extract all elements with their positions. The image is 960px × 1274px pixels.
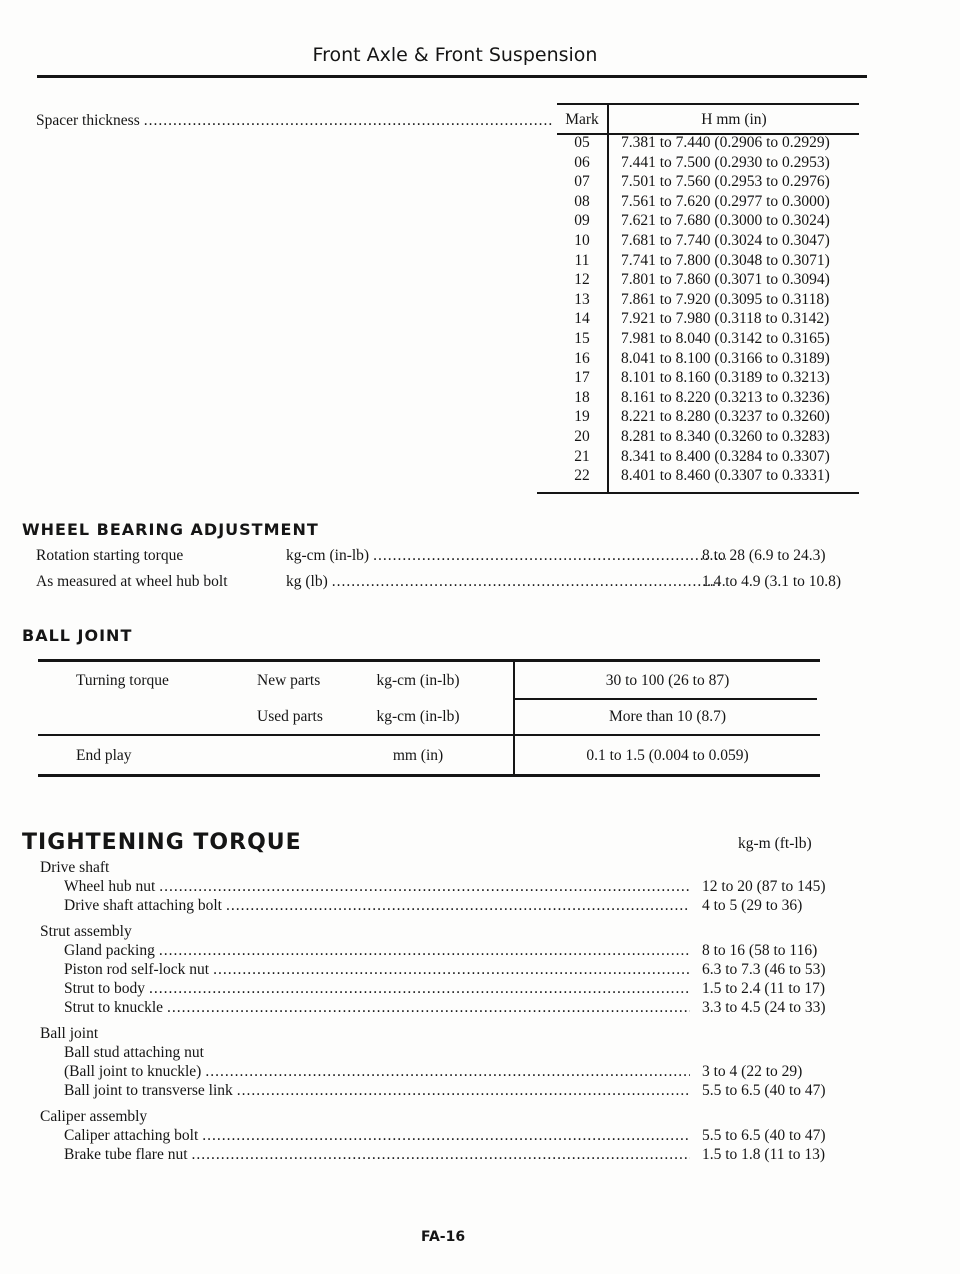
spacer-table-row <box>537 290 859 310</box>
spacer-table-row <box>537 231 859 251</box>
new-parts-value: 30 to 100 (26 to 87) <box>605 672 730 689</box>
spacer-h-cell: 7.681 to 7.740 (0.3024 to 0.3047) <box>621 231 830 249</box>
torque-item-label: Piston rod self-lock nut <box>64 961 210 978</box>
spacer-table-row <box>537 388 859 408</box>
spacer-h-cell: 7.501 to 7.560 (0.2953 to 0.2976) <box>621 173 830 191</box>
torque-item-label: Wheel hub nut <box>64 878 156 895</box>
new-parts-unit: kg-cm (in-lb) <box>376 672 460 689</box>
wheel-bearing-unit: kg-cm (in-lb) <box>286 547 370 564</box>
torque-item-value: 1.5 to 1.8 (11 to 13) <box>702 1146 825 1163</box>
spacer-h-cell: 7.921 to 7.980 (0.3118 to 0.3142) <box>621 310 830 328</box>
end-play-label: End play <box>76 747 132 764</box>
torque-item-label: Gland packing <box>64 942 155 959</box>
ball-joint-top-rule <box>38 659 820 662</box>
torque-item <box>40 1145 840 1164</box>
spacer-mark-cell: 06 <box>574 153 590 171</box>
end-play-value: 0.1 to 1.5 (0.004 to 0.059) <box>586 747 749 764</box>
spacer-h-cell: 8.401 to 8.460 (0.3307 to 0.3331) <box>621 467 830 485</box>
used-parts-value: More than 10 (8.7) <box>608 708 727 725</box>
spacer-thickness-label: Spacer thickness <box>36 112 140 129</box>
spacer-h-cell: 7.441 to 7.500 (0.2930 to 0.2953) <box>621 153 830 171</box>
spacer-table-body <box>537 133 859 486</box>
wheel-bearing-value: 1.4 to 4.9 (3.1 to 10.8) <box>702 573 842 590</box>
spacer-mark-cell: 22 <box>574 467 590 485</box>
torque-item <box>40 960 840 979</box>
spacer-table-row <box>537 368 859 388</box>
spacer-h-cell: 7.801 to 7.860 (0.3071 to 0.3094) <box>621 271 830 289</box>
torque-item <box>40 1081 840 1100</box>
torque-item-value: 3 to 4 (22 to 29) <box>702 1063 803 1080</box>
torque-group <box>40 922 840 1017</box>
spacer-mark-cell: 10 <box>574 231 590 249</box>
spacer-mark-cell: 13 <box>574 290 590 308</box>
torque-item-label: Drive shaft attaching bolt <box>64 897 222 914</box>
ball-joint-bottom-rule <box>38 774 820 777</box>
spacer-col-h-header: H mm (in) <box>701 111 767 128</box>
tightening-torque-list <box>40 858 840 1171</box>
spacer-table-row <box>537 427 859 447</box>
spacer-h-cell: 8.101 to 8.160 (0.3189 to 0.3213) <box>621 369 830 387</box>
spacer-table-row <box>537 309 859 329</box>
new-parts-rule <box>515 698 817 700</box>
spacer-mark-cell: 20 <box>574 427 590 445</box>
torque-item <box>40 1043 840 1062</box>
torque-item-label: Caliper attaching bolt <box>64 1127 199 1144</box>
torque-item-value: 6.3 to 7.3 (46 to 53) <box>702 961 826 978</box>
torque-item-label: Ball stud attaching nut <box>64 1044 204 1061</box>
torque-item-label: Strut to knuckle <box>64 999 164 1016</box>
torque-item-label: Strut to body <box>64 980 145 997</box>
spacer-table-row <box>537 153 859 173</box>
torque-item <box>40 979 840 998</box>
spacer-h-cell: 8.341 to 8.400 (0.3284 to 0.3307) <box>621 447 830 465</box>
spacer-table-row <box>537 447 859 467</box>
used-parts-label: Used parts <box>257 708 323 725</box>
header-rule <box>37 75 867 78</box>
spacer-h-cell: 7.561 to 7.620 (0.2977 to 0.3000) <box>621 192 830 210</box>
spacer-mark-cell: 08 <box>574 192 590 210</box>
ball-joint-heading: BALL JOINT <box>22 626 133 645</box>
wheel-bearing-row <box>36 547 856 573</box>
spacer-h-cell: 7.381 to 7.440 (0.2906 to 0.2929) <box>621 134 830 151</box>
wheel-bearing-label: As measured at wheel hub bolt <box>36 573 228 590</box>
spacer-table-top-rule <box>557 103 859 105</box>
torque-group <box>40 1107 840 1164</box>
page-number: FA-16 <box>421 1229 466 1245</box>
spacer-mark-cell: 07 <box>574 173 590 191</box>
torque-item <box>40 1126 840 1145</box>
spacer-table-row <box>537 192 859 212</box>
end-play-unit: mm (in) <box>392 747 444 764</box>
spacer-mark-cell: 05 <box>574 134 590 151</box>
torque-item <box>40 896 840 915</box>
tightening-torque-heading: TIGHTENING TORQUE <box>22 830 302 855</box>
tightening-torque-unit: kg-m (ft-lb) <box>738 835 812 852</box>
torque-group <box>40 858 840 915</box>
wheel-bearing-label: Rotation starting torque <box>36 547 184 564</box>
torque-item-value: 8 to 16 (58 to 116) <box>702 942 818 959</box>
torque-item-value: 5.5 to 6.5 (40 to 47) <box>702 1082 826 1099</box>
used-parts-unit: kg-cm (in-lb) <box>376 708 460 725</box>
spacer-h-cell: 7.621 to 7.680 (0.3000 to 0.3024) <box>621 212 830 230</box>
torque-group-title: Strut assembly <box>40 923 132 940</box>
torque-item <box>40 877 840 896</box>
new-parts-label: New parts <box>257 672 321 689</box>
wheel-bearing-row <box>36 573 856 599</box>
wheel-bearing-list <box>36 547 856 599</box>
spacer-table-row <box>537 407 859 427</box>
spacer-h-cell: 8.281 to 8.340 (0.3260 to 0.3283) <box>621 427 830 445</box>
wheel-bearing-value: 8 to 28 (6.9 to 24.3) <box>702 547 826 564</box>
wheel-bearing-unit: kg (lb) <box>286 573 328 590</box>
torque-group-title: Ball joint <box>40 1025 99 1042</box>
torque-group-title: Caliper assembly <box>40 1108 148 1125</box>
spacer-table-row <box>537 172 859 192</box>
spacer-mark-cell: 15 <box>574 329 590 347</box>
turning-torque-label: Turning torque <box>76 672 169 689</box>
torque-item-value: 4 to 5 (29 to 36) <box>702 897 803 914</box>
torque-item <box>40 998 840 1017</box>
spacer-h-cell: 8.161 to 8.220 (0.3213 to 0.3236) <box>621 388 830 406</box>
spacer-h-cell: 7.861 to 7.920 (0.3095 to 0.3118) <box>621 290 830 308</box>
torque-group-title: Drive shaft <box>40 859 110 876</box>
spacer-table-row <box>537 211 859 231</box>
used-parts-rule <box>38 734 820 736</box>
spacer-mark-cell: 19 <box>574 408 590 426</box>
spacer-table-row <box>537 270 859 290</box>
wheel-bearing-heading: WHEEL BEARING ADJUSTMENT <box>22 520 319 539</box>
spacer-mark-cell: 18 <box>574 388 590 406</box>
spacer-mark-cell: 17 <box>574 369 590 387</box>
spacer-table-row <box>537 349 859 369</box>
spacer-table-row <box>537 466 859 486</box>
torque-item-label: (Ball joint to knuckle) <box>64 1063 202 1080</box>
page-header-title: Front Axle & Front Suspension <box>312 44 598 66</box>
torque-group <box>40 1024 840 1100</box>
torque-item-value: 5.5 to 6.5 (40 to 47) <box>702 1127 826 1144</box>
ball-joint-table <box>38 659 820 777</box>
torque-item-value: 3.3 to 4.5 (24 to 33) <box>702 999 826 1016</box>
spacer-h-cell: 7.741 to 7.800 (0.3048 to 0.3071) <box>621 251 830 269</box>
spacer-table-row <box>537 251 859 271</box>
torque-item-value: 12 to 20 (87 to 145) <box>702 878 826 895</box>
spacer-mark-cell: 16 <box>574 349 590 367</box>
spacer-mark-cell: 11 <box>574 251 590 269</box>
spacer-h-cell: 8.041 to 8.100 (0.3166 to 0.3189) <box>621 349 830 367</box>
spacer-thickness-row <box>36 112 558 130</box>
spacer-h-cell: 8.221 to 8.280 (0.3237 to 0.3260) <box>621 408 830 426</box>
torque-item-value: 1.5 to 2.4 (11 to 17) <box>702 980 825 997</box>
spacer-mark-cell: 09 <box>574 212 590 230</box>
spacer-table-row <box>537 133 859 153</box>
torque-item-label: Brake tube flare nut <box>64 1146 188 1163</box>
spacer-table-bottom-rule <box>537 492 859 494</box>
torque-item <box>40 941 840 960</box>
spacer-mark-cell: 14 <box>574 310 590 328</box>
spacer-mark-cell: 21 <box>574 447 590 465</box>
spacer-col-mark-header: Mark <box>565 111 599 128</box>
spacer-h-cell: 7.981 to 8.040 (0.3142 to 0.3165) <box>621 329 830 347</box>
torque-item <box>40 1062 840 1081</box>
spacer-mark-cell: 12 <box>574 271 590 289</box>
torque-item-label: Ball joint to transverse link <box>64 1082 233 1099</box>
spacer-table-row <box>537 329 859 349</box>
